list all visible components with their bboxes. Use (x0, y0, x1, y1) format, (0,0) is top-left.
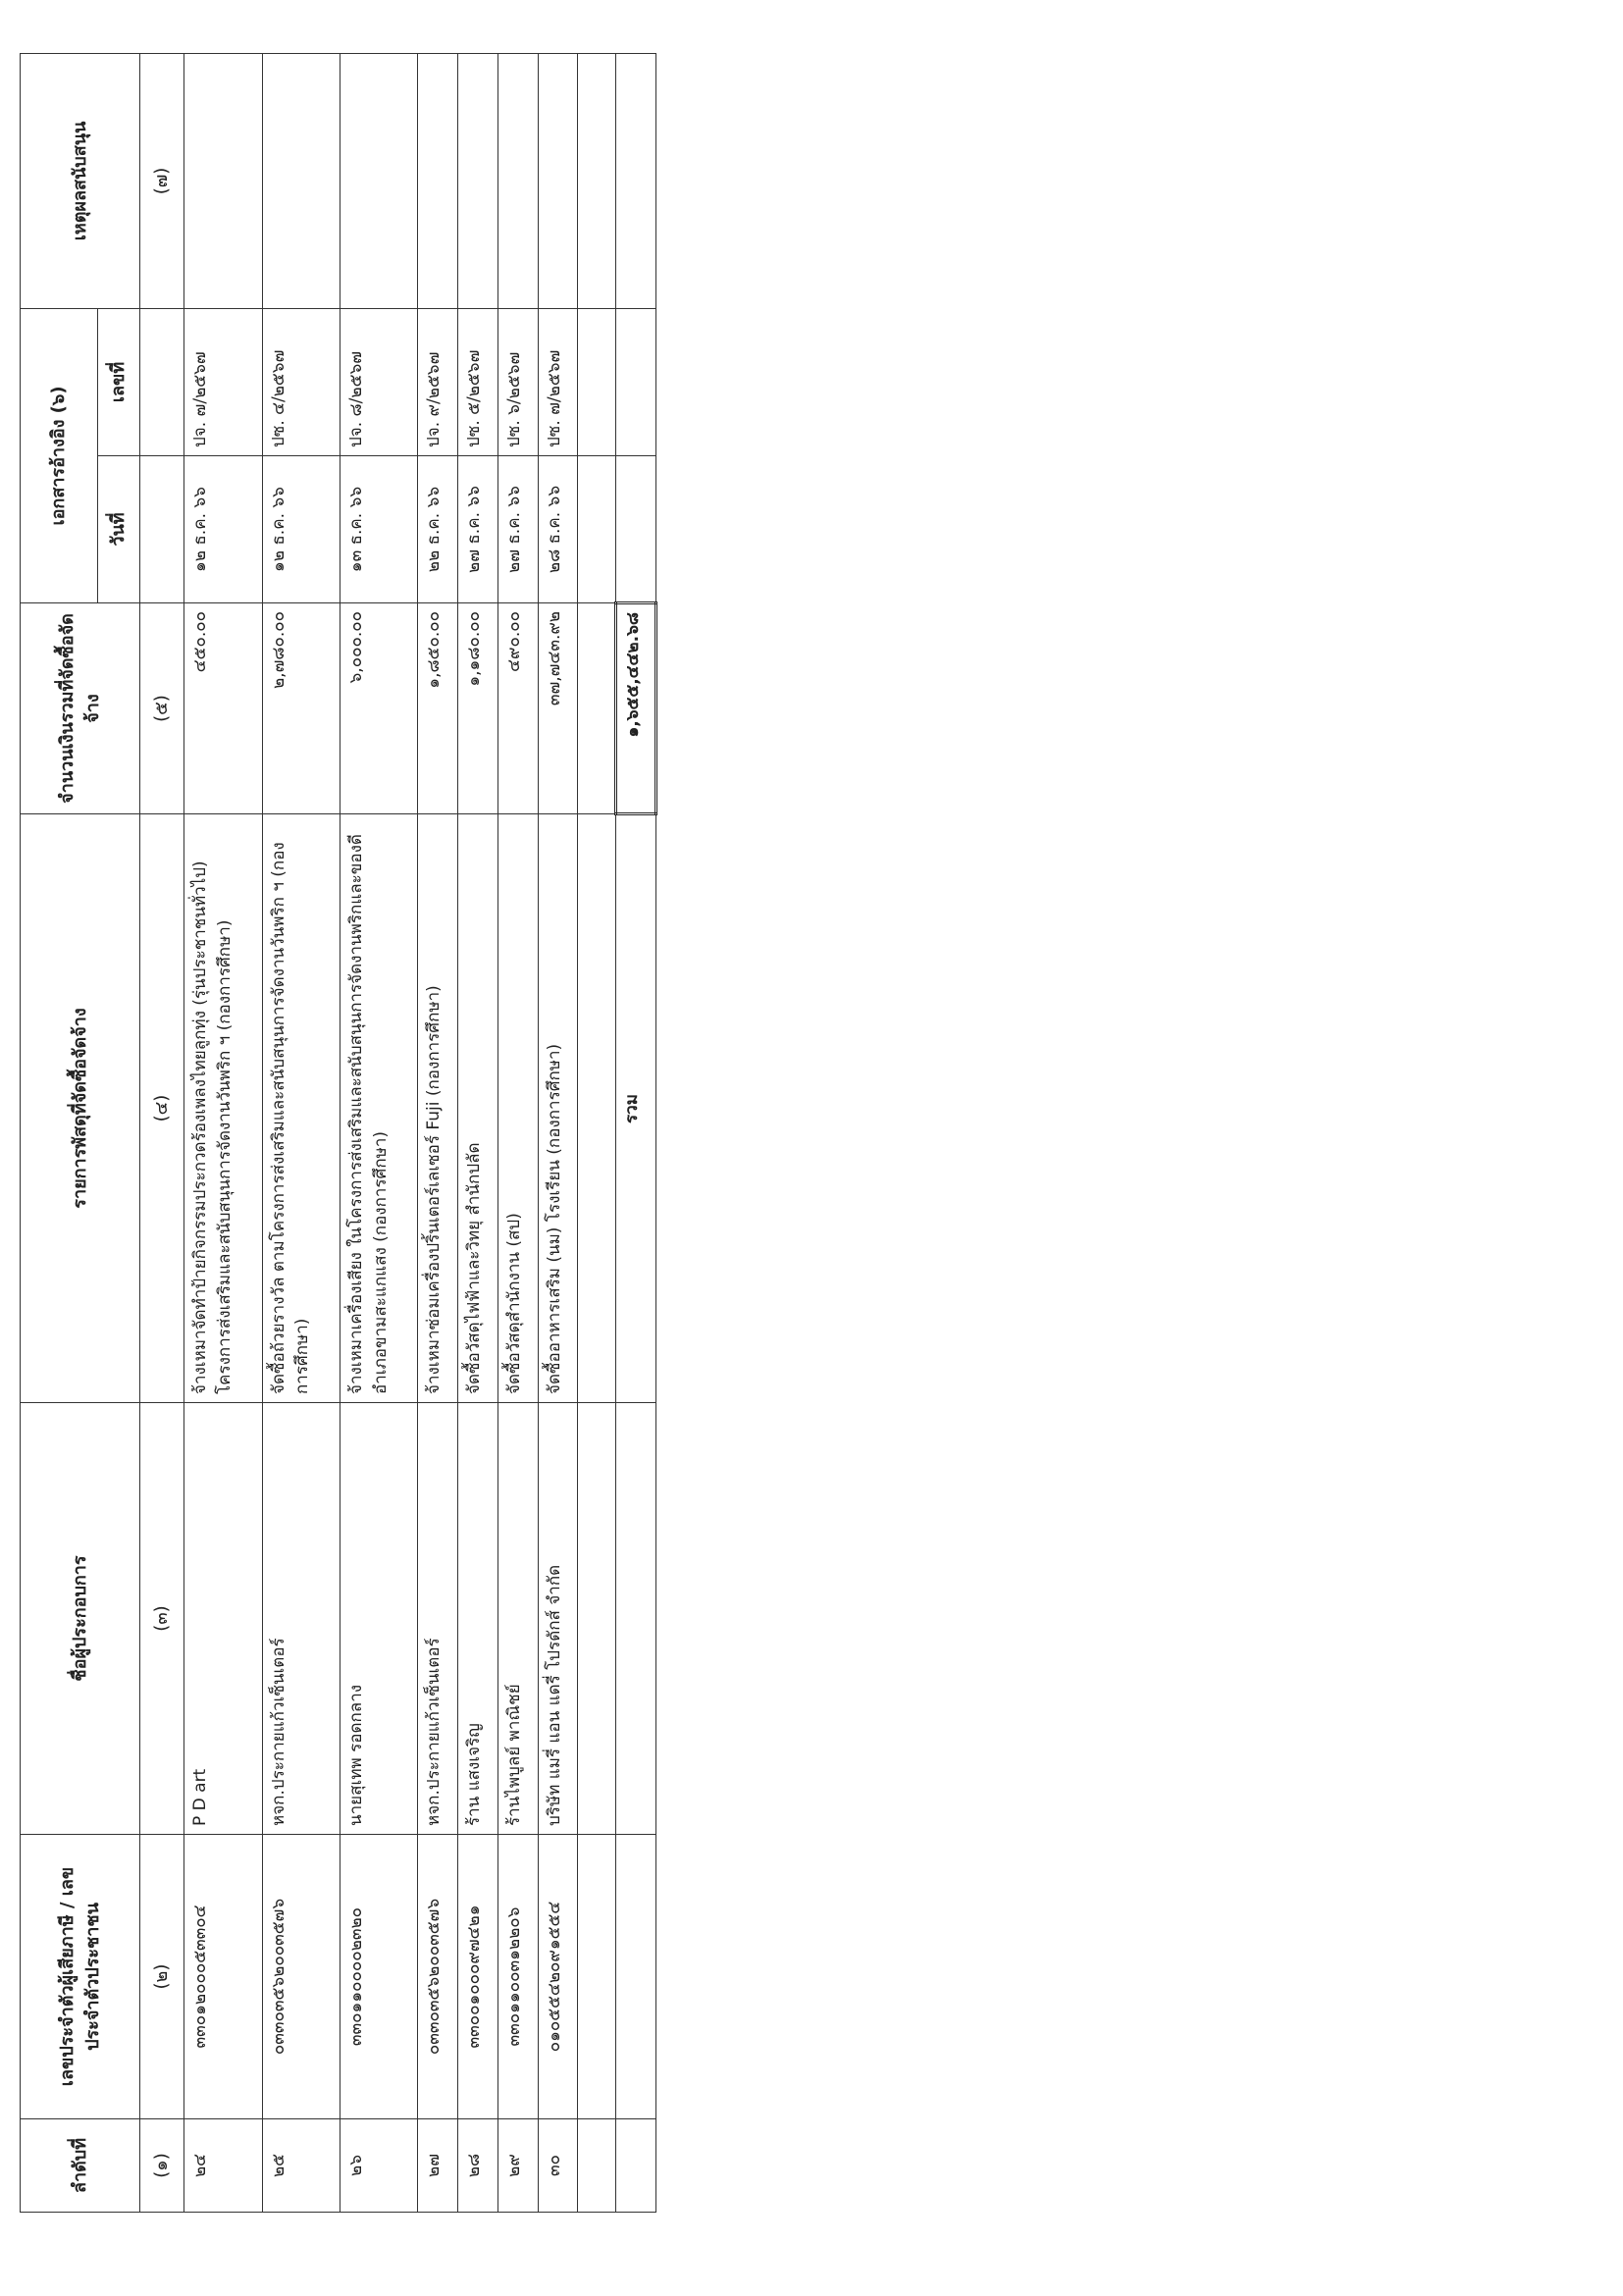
cell-date: ๒๗ ธ.ค. ๖๖ (497, 456, 538, 603)
cell-ref: ปจ. ๘/๒๕๖๗ (340, 308, 418, 455)
col-number: (๔) (140, 814, 184, 1403)
cell-tax-id: ๓๓๐๑๑๐๐๐๐๒๓๒๐ (340, 1835, 418, 2119)
cell-item: จัดซื้อถ้วยรางวัล ตามโครงการส่งเสริมและสนับสนุนการจัดงานวันพริก ฯ (กองการศึกษา) (262, 814, 340, 1403)
cell-no: ๓๐ (538, 2119, 578, 2213)
cell-tax-id: ๓๓๐๐๑๐๐๐๙๗๔๒๑ (458, 1835, 498, 2119)
cell-item: จ้างเหมาเครื่องเสียง ในโครงการส่งเสริมและสนับสนุนการจัดงานพริกและของดีอำเภอขามสะแกแสง (กองการศึกษา) (340, 814, 418, 1403)
cell-reason (497, 53, 538, 308)
header-reason: เหตุผลสนับสนุน (21, 53, 140, 308)
col-number-ref-date (140, 456, 184, 603)
col-number: (๕) (140, 603, 184, 814)
cell-vendor: ร้านไพบูลย์ พาณิชย์ (497, 1403, 538, 1835)
cell-amount: ๖,๐๐๐.๐๐ (340, 603, 418, 814)
table-row (538, 53, 578, 2212)
cell-vendor: หจก.ประกายแก้วเซ็นเตอร์ (418, 1403, 458, 1835)
cell-item: จ้างเหมาจัดทำป้ายกิจกรรมประกวดร้องเพลงไทยลูกทุ่ง (รุ่นประชาชนทั่วไป) โครงการส่งเสริมและสนับสนุนการจัดงานวันพริก ฯ (กองการศึกษา) (184, 814, 262, 1403)
cell-no: ๒๙ (497, 2119, 538, 2213)
cell-date: ๑๒ ธ.ค. ๖๖ (184, 456, 262, 603)
cell-reason (184, 53, 262, 308)
cell-vendor: บริษัท แมรี่ แอน แดรี่ โปรดักส์ จำกัด (538, 1403, 578, 1835)
header-reference: เอกสารอ้างอิง (๖) (21, 308, 98, 602)
cell-reason (538, 53, 578, 308)
cell-ref: ปซ. ๖/๒๕๖๗ (497, 308, 538, 455)
cell-amount: ๓๗,๗๔๓.๙๒ (538, 603, 578, 814)
table-row (184, 53, 262, 2212)
cell-item: จ้างเหมาซ่อมเครื่องปริ้นเตอร์เลเซอร์ Fuji (กองการศึกษา) (418, 814, 458, 1403)
table-row (418, 53, 458, 2212)
cell-reason (418, 53, 458, 308)
header-ref-number: เลขที่ (98, 308, 140, 455)
cell-amount: ๔๙๐.๐๐ (497, 603, 538, 814)
cell-vendor: P D art (184, 1403, 262, 1835)
header-item: รายการพัสดุที่จัดซื้อจัดจ้าง (21, 814, 140, 1403)
column-number-row (140, 53, 184, 2212)
header-amount: จำนวนเงินรวมที่จัดซื้อจัดจ้าง (21, 603, 140, 814)
cell-tax-id: ๐๓๓๐๓๕๖๒๐๐๓๕๗๖ (262, 1835, 340, 2119)
empty-row (578, 53, 616, 2212)
table-row (458, 53, 498, 2212)
cell-date: ๒๘ ธ.ค. ๖๖ (538, 456, 578, 603)
cell-reason (458, 53, 498, 308)
cell-vendor: ร้าน แสงเจริญ (458, 1403, 498, 1835)
cell-no: ๒๗ (418, 2119, 458, 2213)
total-row (616, 53, 656, 2212)
table-row (262, 53, 340, 2212)
cell-reason (262, 53, 340, 308)
rotated-sheet (20, 54, 657, 2213)
cell-date: ๒๗ ธ.ค. ๖๖ (458, 456, 498, 603)
cell-tax-id: ๓๓๐๑๒๐๐๐๕๓๓๐๔ (184, 1835, 262, 2119)
cell-no: ๒๔ (184, 2119, 262, 2213)
cell-item: จัดซื้ออาหารเสริม (นม) โรงเรียน (กองการศึกษา) (538, 814, 578, 1403)
cell-ref: ปจ. ๗/๒๕๖๗ (184, 308, 262, 455)
col-number: (๒) (140, 1835, 184, 2119)
cell-ref: ปซ. ๔/๒๕๖๗ (262, 308, 340, 455)
cell-date: ๑๓ ธ.ค. ๖๖ (340, 456, 418, 603)
cell-reason (340, 53, 418, 308)
cell-ref: ปซ. ๗/๒๕๖๗ (538, 308, 578, 455)
cell-amount: ๒,๗๘๐.๐๐ (262, 603, 340, 814)
cell-ref: ปจ. ๙/๒๕๖๗ (418, 308, 458, 455)
header-vendor: ชื่อผู้ประกอบการ (21, 1403, 140, 1835)
cell-tax-id: ๐๑๐๕๕๔๒๐๙๑๕๕๔ (538, 1835, 578, 2119)
cell-no: ๒๖ (340, 2119, 418, 2213)
cell-ref: ปซ. ๕/๒๕๖๗ (458, 308, 498, 455)
cell-amount: ๑,๘๕๐.๐๐ (418, 603, 458, 814)
cell-amount: ๑,๑๘๐.๐๐ (458, 603, 498, 814)
header-row (21, 53, 98, 2212)
header-no: ลำดับที่ (21, 2119, 140, 2213)
cell-amount: ๔๕๐.๐๐ (184, 603, 262, 814)
header-tax-id: เลขประจำตัวผู้เสียภาษี / เลขประจำตัวประชาชน (21, 1835, 140, 2119)
col-number-ref-number (140, 308, 184, 455)
table-row (340, 53, 418, 2212)
col-number: (๗) (140, 53, 184, 308)
cell-vendor: นายสุเทพ รอดกลาง (340, 1403, 418, 1835)
cell-vendor: หจก.ประกายแก้วเซ็นเตอร์ (262, 1403, 340, 1835)
procurement-table (20, 53, 657, 2213)
cell-no: ๒๘ (458, 2119, 498, 2213)
cell-item: จัดซื้อวัสดุไฟฟ้าและวิทยุ สำนักปลัด (458, 814, 498, 1403)
cell-no: ๒๕ (262, 2119, 340, 2213)
cell-tax-id: ๐๓๓๐๓๕๖๒๐๐๓๕๗๖ (418, 1835, 458, 2119)
col-number: (๑) (140, 2119, 184, 2213)
table-row (497, 53, 538, 2212)
col-number: (๓) (140, 1403, 184, 1835)
cell-tax-id: ๓๓๐๑๑๐๐๓๑๒๒๐๖ (497, 1835, 538, 2119)
cell-date: ๒๒ ธ.ค. ๖๖ (418, 456, 458, 603)
cell-item: จัดซื้อวัสดุสำนักงาน (สป) (497, 814, 538, 1403)
total-amount: ๑,๖๕๕,๔๔๒.๖๘ (616, 603, 656, 814)
cell-date: ๑๒ ธ.ค. ๖๖ (262, 456, 340, 603)
header-ref-date: วันที่ (98, 456, 140, 603)
total-label: รวม (616, 814, 656, 1403)
